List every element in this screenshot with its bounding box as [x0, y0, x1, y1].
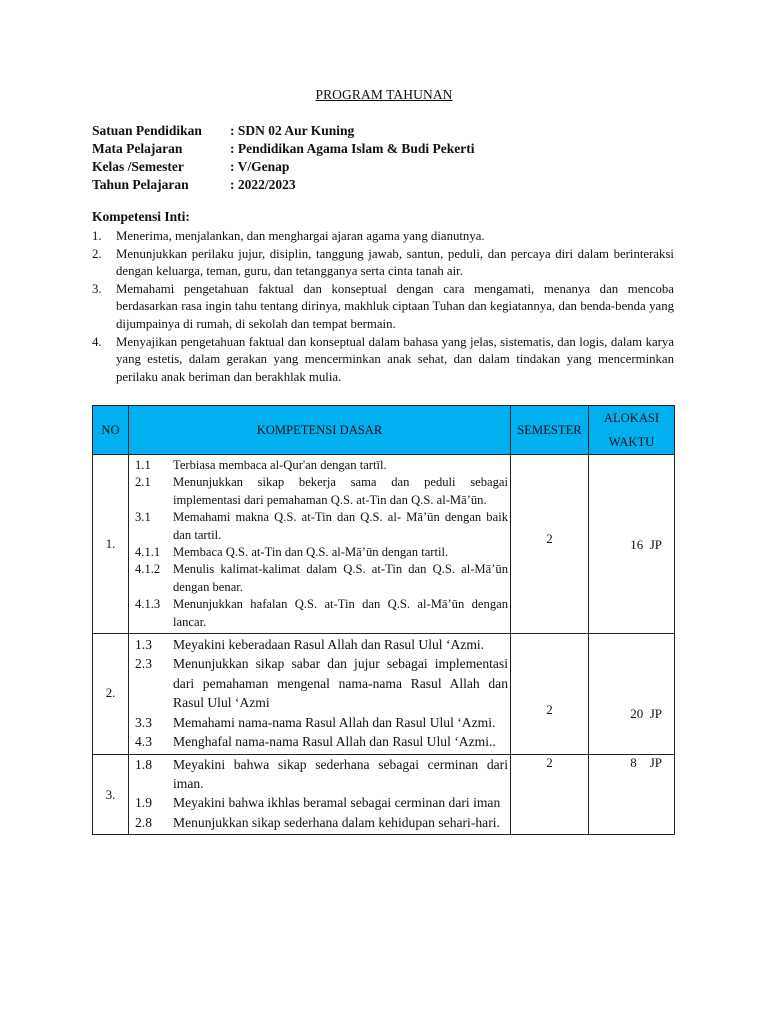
kompetensi-inti-list — [92, 228, 674, 386]
item-text: Memahami pengetahuan faktual dan konseptual dengan cara mengamati, menanya dan mencoba berdasarkan rasa ingin tahu tentang dirinya, makhluk ciptaan Tuhan dan kegiatannya, dan benda-benda yang dijumpainya di rumah, di sekolah dan tempat bermain. — [116, 281, 674, 331]
kd-item — [129, 544, 510, 561]
item-number: 2. — [92, 246, 102, 261]
kompetensi-dasar-cell — [129, 455, 511, 634]
kd-item — [129, 561, 510, 596]
meta-row-tahun — [92, 176, 475, 194]
item-text: Menunjukkan perilaku jujur, disiplin, tanggung jawab, santun, peduli, dan percaya diri dalam berinteraksi dengan keluarga, teman, guru, dan tetangganya serta cinta tanah air. — [116, 246, 674, 279]
kd-code: 1.3 — [135, 637, 152, 653]
kd-code: 4.3 — [135, 734, 152, 750]
alokasi-waktu-cell: 16 JP — [589, 455, 675, 634]
kd-text: Menunjukkan sikap sederhana dalam kehidupan sehari-hari. — [173, 814, 500, 830]
item-number: 3. — [92, 281, 102, 296]
kd-text: Meyakini keberadaan Rasul Allah dan Rasul Ulul ‘Azmi. — [173, 637, 485, 653]
kd-code: 2.1 — [135, 475, 151, 490]
kd-text: Menunjukkan sikap sabar dan jujur sebagai implementasi dari pemahaman mengenal nama-nama Rasul Allah dan Rasul Ulul ‘Azmi — [173, 656, 508, 711]
table-body — [93, 455, 675, 835]
kompetensi-inti-heading: Kompetensi Inti: — [92, 209, 190, 224]
item-number: 4. — [92, 334, 102, 349]
kd-text: Meyakini bahwa sikap sederhana sebagai cerminan dari iman. — [173, 756, 508, 791]
kd-item — [129, 509, 510, 544]
table-row — [93, 754, 675, 835]
table-row — [93, 455, 675, 634]
list-item — [92, 334, 674, 387]
kd-text: Menulis kalimat-kalimat dalam Q.S. at-Tin dan Q.S. al-Mā’ūn dengan benar. — [173, 562, 508, 594]
kd-text: Menunjukkan sikap bekerja sama dan peduli sebagai implementasi dari pemahaman Q.S. at-Tin dan Q.S. al-Mā’ūn. — [173, 475, 508, 507]
kd-item — [129, 755, 510, 794]
kd-text: Membaca Q.S. at-Tin dan Q.S. al-Mā’ūn dengan tartil. — [173, 545, 449, 560]
kompetensi-dasar-table — [92, 405, 675, 835]
kd-text: Terbiasa membaca al-Qur'an dengan tartīl. — [173, 458, 387, 472]
item-number: 1. — [92, 229, 102, 243]
kd-text: Menunjukkan hafalan Q.S. at-Tin dan Q.S. al-Mā’ūn dengan lancar. — [173, 597, 508, 629]
semester-cell: 2 — [511, 634, 589, 754]
page-title: PROGRAM TAHUNAN — [315, 87, 453, 102]
header-semester: SEMESTER — [511, 406, 589, 455]
semester-cell: 2 — [511, 754, 589, 835]
list-item — [92, 246, 674, 281]
meta-label: Kelas /Semester — [92, 159, 184, 174]
item-text: Menyajikan pengetahuan faktual dan konseptual dalam bahasa yang jelas, sistematis, dan logis, dalam karya yang estetis, dalam gerakan yang mencerminkan anak sehat, dan dalam tindakan yang mencerminkan perilaku anak beriman dan berakhlak mulia. — [116, 334, 674, 384]
table-header-row — [93, 406, 675, 455]
header-kompetensi-dasar: KOMPETENSI DASAR — [129, 406, 511, 455]
meta-value: : 2022/2023 — [230, 177, 296, 192]
kd-code: 4.1.3 — [135, 597, 161, 612]
kd-code: 4.1.2 — [135, 562, 161, 577]
header-alokasi-waktu: ALOKASI WAKTU — [589, 406, 675, 455]
kd-text: Menghafal nama-nama Rasul Allah dan Rasul Ulul ‘Azmi.. — [173, 734, 496, 750]
alokasi-waktu-cell: 8 JP — [589, 754, 675, 835]
kd-item — [129, 596, 510, 631]
identity-block — [92, 122, 475, 194]
header-no: NO — [93, 406, 129, 455]
kd-code: 1.8 — [135, 756, 152, 772]
kd-text: Memahami nama-nama Rasul Allah dan Rasul Ulul ‘Azmi. — [173, 714, 496, 730]
kd-code: 2.3 — [135, 656, 152, 672]
meta-value: : Pendidikan Agama Islam & Budi Pekerti — [230, 141, 475, 156]
meta-label: Tahun Pelajaran — [92, 177, 189, 192]
meta-label: Satuan Pendidikan — [92, 123, 202, 138]
kd-code: 3.3 — [135, 714, 152, 730]
kd-item — [129, 474, 510, 509]
item-text: Menerima, menjalankan, dan menghargai ajaran agama yang dianutnya. — [116, 229, 485, 243]
kd-code: 2.8 — [135, 814, 152, 830]
semester-cell: 2 — [511, 455, 589, 634]
row-number: 1. — [93, 455, 129, 634]
kd-item — [129, 457, 510, 474]
kd-code: 4.1.1 — [135, 545, 161, 560]
kd-item — [129, 732, 510, 751]
meta-row-kelas — [92, 158, 475, 176]
meta-label: Mata Pelajaran — [92, 141, 183, 156]
kd-item — [129, 635, 510, 654]
kompetensi-dasar-cell — [129, 634, 511, 754]
meta-row-satuan — [92, 122, 475, 140]
kd-code: 1.1 — [135, 458, 151, 472]
row-number: 2. — [93, 634, 129, 754]
kd-text: Memahami makna Q.S. at-Tin dan Q.S. al- Mā’ūn dengan baik dan tartil. — [173, 510, 508, 542]
kd-item — [129, 713, 510, 732]
table-row — [93, 634, 675, 754]
list-item — [92, 228, 674, 246]
meta-row-mapel — [92, 140, 475, 158]
kd-item — [129, 813, 510, 832]
row-number: 3. — [93, 754, 129, 835]
meta-value: : SDN 02 Aur Kuning — [230, 123, 355, 138]
kd-code: 3.1 — [135, 510, 151, 525]
meta-value: : V/Genap — [230, 159, 290, 174]
kd-item — [129, 654, 510, 712]
alokasi-waktu-cell: 20 JP — [589, 634, 675, 754]
kd-text: Meyakini bahwa ikhlas beramal sebagai cerminan dari iman — [173, 795, 501, 811]
list-item — [92, 281, 674, 334]
kd-item — [129, 793, 510, 812]
kd-code: 1.9 — [135, 795, 152, 811]
kompetensi-dasar-cell — [129, 754, 511, 835]
